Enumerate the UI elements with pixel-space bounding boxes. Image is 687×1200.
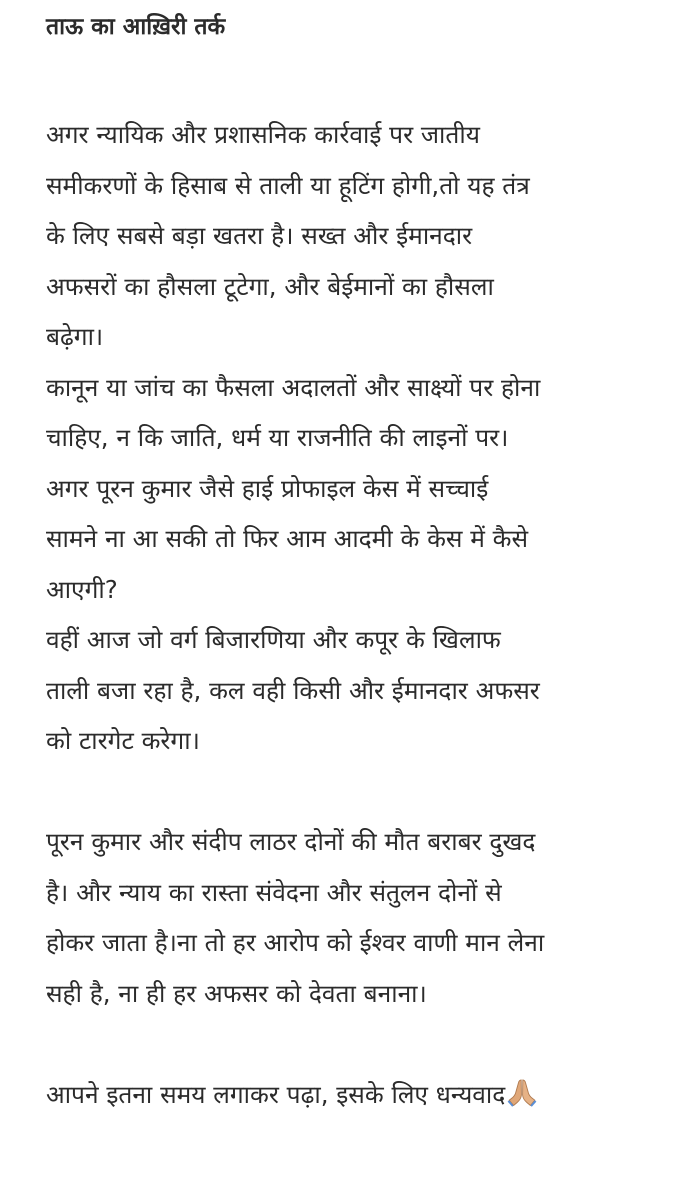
text-line: आएगी? (46, 574, 118, 604)
text-line: बढ़ेगा। (46, 322, 104, 351)
closing-text: आपने इतना समय लगाकर पढ़ा, इसके लिए धन्यवाद (46, 1079, 506, 1109)
document-title: ताऊ का आख़िरी तर्क (46, 14, 226, 40)
folded-hands-icon (506, 1074, 538, 1104)
text-line: सामने ना आ सकी तो फिर आम आदमी के केस में कैसे (46, 524, 529, 553)
paragraph-spacer (46, 767, 666, 818)
text-line: पूरन कुमार और संदीप लाठर दोनों की मौत बराबर दुखद (46, 827, 536, 856)
text-line: वहीं आज जो वर्ग बिजारणिया और कपूर के खिलाफ (46, 625, 501, 654)
text-line: अगर पूरन कुमार जैसे हाई प्रोफाइल केस में सच्चाई (46, 473, 489, 503)
text-line: चाहिए, न कि जाति, धर्म या राजनीति की लाइनों पर। (46, 423, 509, 452)
text-line: के लिए सबसे बड़ा खतरा है। सख्त और ईमानदार (46, 221, 473, 250)
text-line: है। और न्याय का रास्ता संवेदना और संतुलन दोनों से (46, 877, 502, 907)
document-body (46, 110, 666, 1120)
paragraph-2 (46, 817, 666, 1019)
text-line: अगर न्यायिक और प्रशासनिक कार्रवाई पर जातीय (46, 120, 480, 149)
paragraph-1 (46, 110, 666, 767)
paragraph-spacer (46, 1019, 666, 1070)
text-line: सही है, ना ही हर अफसर को देवता बनाना। (46, 978, 427, 1008)
text-line: ताली बजा रहा है, कल वही किसी और ईमानदार अफसर (46, 675, 540, 705)
paragraph-3 (46, 1070, 666, 1121)
text-line: अफसरों का हौसला टूटेगा, और बेईमानों का हौसला (46, 271, 494, 301)
text-line: को टारगेट करेगा। (46, 726, 200, 755)
closing-line (46, 1070, 666, 1121)
text-line: होकर जाता है।ना तो हर आरोप को ईश्वर वाणी मान लेना (46, 928, 545, 957)
text-line: समीकरणों के हिसाब से ताली या हूटिंग होगी,तो यह तंत्र (46, 170, 530, 200)
text-line: कानून या जांच का फैसला अदालतों और साक्ष्यों पर होना (46, 372, 541, 402)
